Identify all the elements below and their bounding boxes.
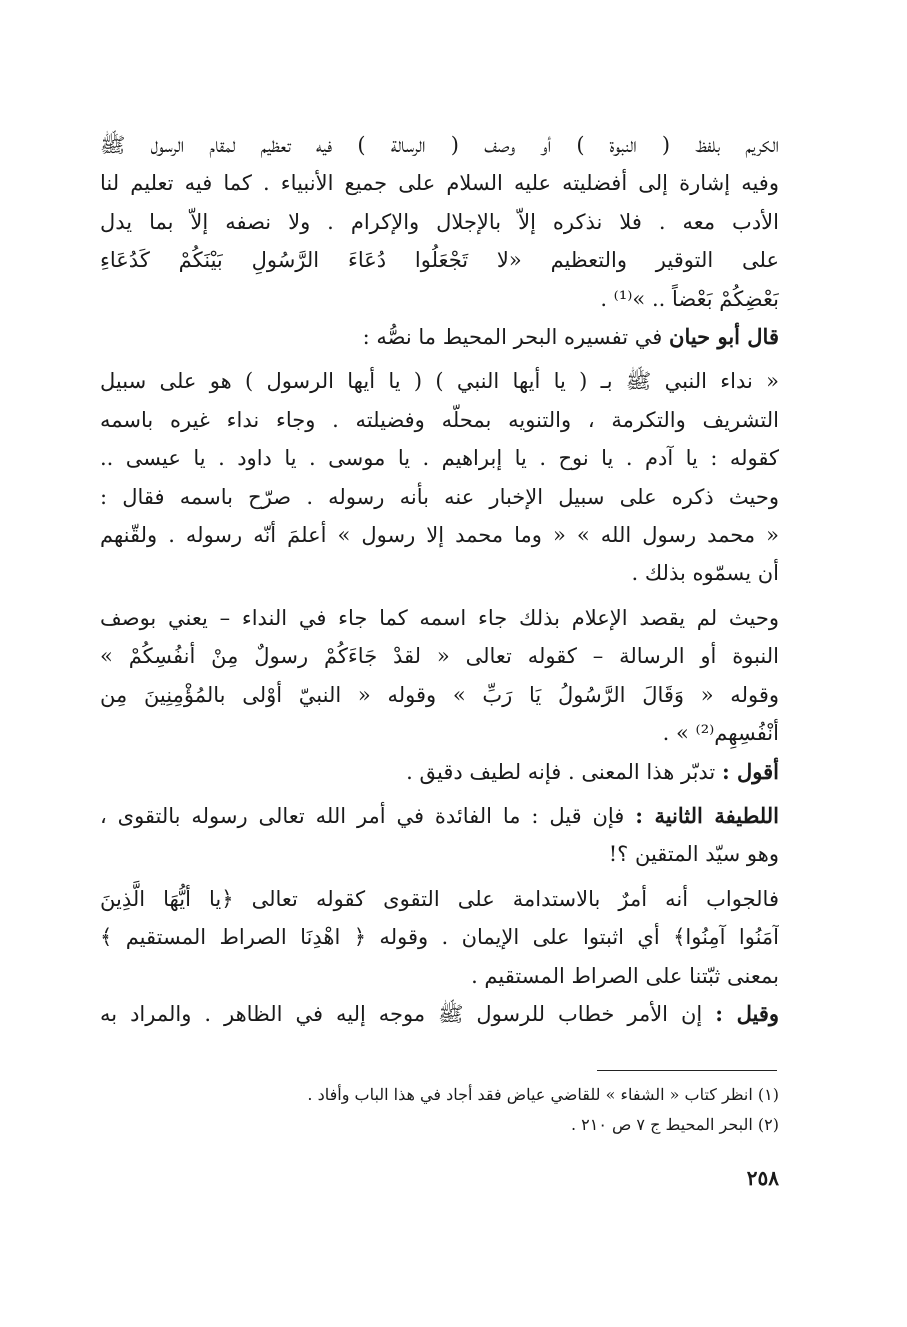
text-line: وقوله « وَقَالَ الرَّسُولُ يَا رَبِّ » وقوله « النبيّ أوْلى بالمُؤْمِنِينَ مِن (100, 682, 779, 707)
section-heading: اللطيفة الثانية : (635, 802, 779, 828)
text-line: وهو سيّد المتقين ؟! (608, 842, 779, 867)
text-line: التشريف والتكرمة ، والتنويه بمحلّه وفضيلته . وجاء نداء غيره باسمه (100, 407, 779, 432)
text-line: وفيه إشارة إلى أفضليته عليه السلام على جميع الأنبياء . كما فيه تعليم لنا (100, 171, 779, 196)
text-line: « نداء النبي ﷺ بـ ( يا أيها النبي ) ( يا أيها الرسول ) هو على سبيل (100, 369, 779, 394)
paragraph-text: فإن قيل : ما الفائدة في أمر الله تعالى رسوله بالتقوى ، (100, 803, 636, 828)
paragraph-5 (100, 753, 779, 791)
page-number: ٢٥٨ (746, 1166, 779, 1190)
text-line: وحيث لم يقصد الإعلام بذلك جاء اسمه كما جاء في النداء – يعني بوصف (100, 605, 779, 630)
text-line: آمَنُوا آمِنُوا﴾ أي اثبتوا على الإيمان . وقوله ﴿ اهْدِنَا الصراط المستقيم ﴾ (100, 925, 779, 950)
text-line: الكريم بلفظ ( النبوة ) أو وصف ( الرسالة ) فيه تعظيم لمقام الرسول ﷺ (100, 133, 779, 157)
footnote-2: (٢) البحر المحيط ج ٧ ص ٢١٠ . (570, 1115, 779, 1134)
paragraph-1 (100, 126, 779, 318)
paragraph-text: في تفسيره البحر المحيط ما نصُّه : (362, 325, 670, 350)
text-line: أن يسمّوه بذلك . (631, 561, 779, 586)
text-line: على التوقير والتعظيم «لا تَجْعَلُوا دُعَاءَ الرَّسُولِ بَيْنَكُمْ كَدُعَاءِ (100, 248, 779, 273)
text-line: فالجواب أنه أمرٌ بالاستدامة على التقوى كقوله تعالى ﴿يا أيُّهَا الَّذِينَ (100, 886, 779, 911)
footnote-1: (١) انظر كتاب « الشفاء » للقاضي عياض فقد أجاد في هذا الباب وأفاد . (307, 1085, 779, 1104)
text-line: بمعنى ثبّتنا على الصراط المستقيم . (471, 963, 779, 988)
text-line: « محمد رسول الله » « وما محمد إلا رسول » أعلمَ أنّه رسوله . ولقّنهم (100, 523, 779, 548)
paragraph-8 (100, 995, 779, 1033)
paragraph-2 (100, 318, 779, 356)
text-line: وحيث ذكره على سبيل الإخبار عنه بأنه رسوله . صرّح باسمه فقال : (100, 484, 779, 509)
text-line: الأدب معه . فلا نذكره إلاّ بالإجلال والإكرام . ولا نصفه إلاّ بما يدل (100, 209, 779, 234)
text-line: أنْفُسِهِم⁽²⁾ » . (662, 721, 779, 746)
paragraph-lead: أقول : (721, 758, 779, 784)
text-line: النبوة أو الرسالة – كقوله تعالى « لقدْ جَاءَكُمْ رسولٌ مِنْ أنفُسِكُمْ » (100, 644, 779, 669)
main-text (100, 126, 779, 1033)
paragraph-6 (100, 797, 779, 874)
paragraph-text: تدبّر هذا المعنى . فإنه لطيف دقيق . (406, 759, 722, 784)
speaker-name: قال أبو حيان (669, 324, 779, 350)
footnote-divider (597, 1070, 777, 1071)
paragraph-7 (100, 880, 779, 995)
paragraph-lead: وقيل : (715, 1000, 779, 1026)
quote-paragraph (100, 362, 779, 592)
paragraph-4 (100, 599, 779, 753)
text-line: بَعْضِكُمْ بَعْضاً .. »⁽¹⁾ . (600, 286, 779, 311)
paragraph-text: إن الأمر خطاب للرسول ﷺ موجه إليه في الظاهر . والمراد به (100, 1001, 716, 1026)
footnotes (300, 1080, 779, 1140)
text-line: كقوله : يا آدم . يا نوح . يا إبراهيم . يا موسى . يا داود . يا عيسى .. (100, 446, 779, 471)
